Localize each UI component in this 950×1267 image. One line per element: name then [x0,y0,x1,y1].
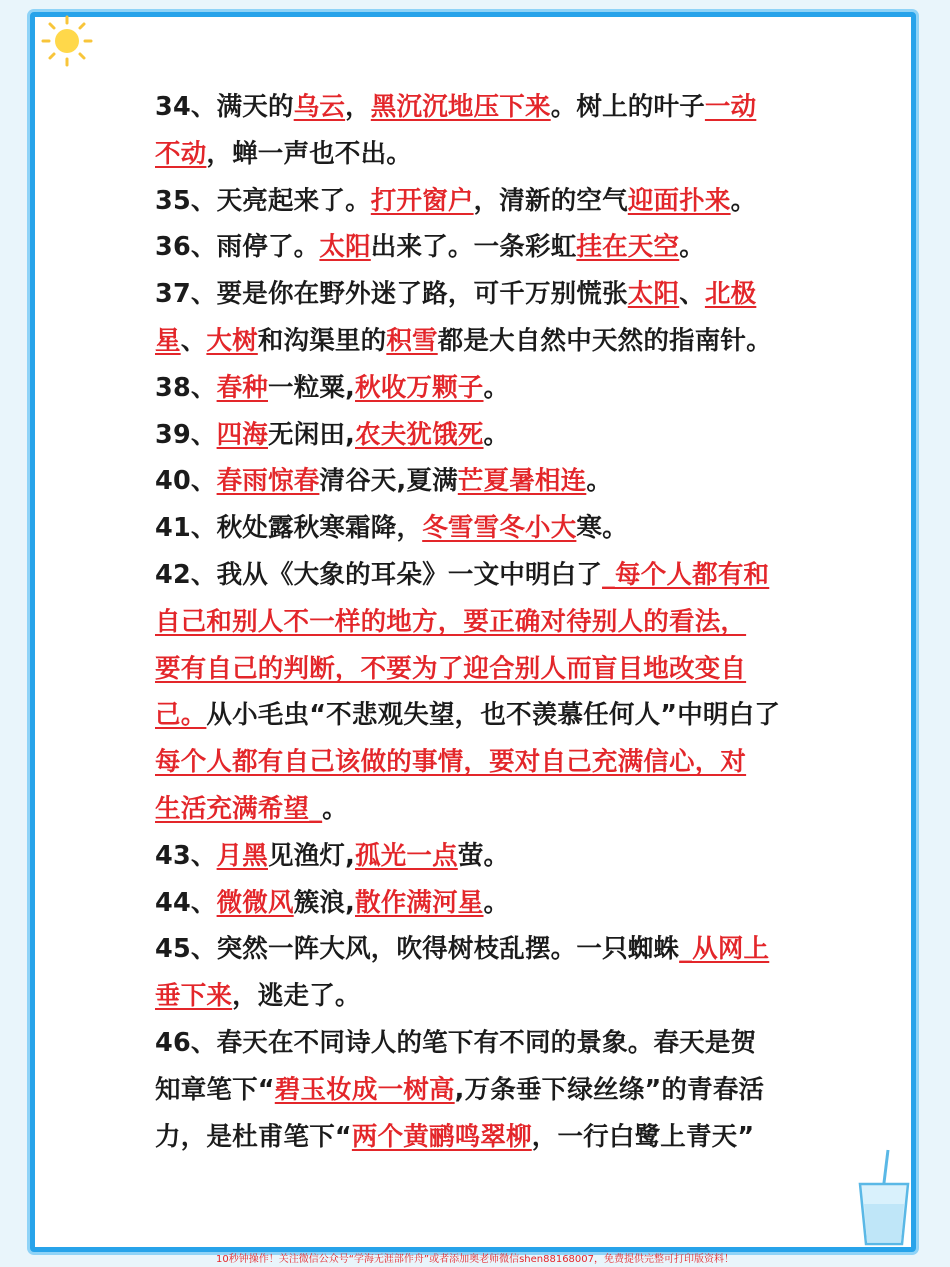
answer-text [155,84,800,1160]
plain-text: 37、要是你在野外迷了路，可千万别慌张 [155,279,628,310]
answer-highlight: 迎面扑来 [627,185,731,216]
plain-text: 从小毛虫“不悲观失望，也不羡慕任何人”中明白了 [206,700,781,731]
answer-highlight: 垂下来 [155,981,233,1012]
answer-highlight: 乌云 [293,92,346,122]
answer-highlight: 两个黄鹂鸣翠柳 [351,1121,532,1152]
plain-text: ，清新的空气 [473,185,628,216]
plain-text: 。 [322,793,348,824]
line-37b [155,318,800,365]
answer-highlight: 一动 [704,92,757,122]
plain-text: 36、雨停了。 [155,232,320,263]
line-39 [155,412,800,459]
plain-text: 42、我从《大象的耳朵》一文中明白了 [155,559,603,590]
line-45a [155,926,800,973]
plain-text: ， [345,92,371,122]
plain-text: ，蝉一声也不出。 [206,138,413,169]
line-34b [155,131,800,178]
plain-text: 无闲田, [268,419,355,450]
plain-text: 一粒粟, [268,372,355,403]
footer-note: 10秒钟操作！关注微信公众号“学海无涯部作舟”或者添加奥老师微信shen88168007，免费提供完整可打印版资料！ [215,1254,735,1265]
line-46c [155,1114,800,1161]
line-36 [155,224,800,271]
plain-text: 簇浪, [293,887,355,918]
plain-text: 、 [180,325,207,356]
plain-text: ,万条垂下绿丝绦”的青春活 [454,1074,765,1105]
plain-text: 都是大自然中天然的指南针。 [437,325,772,356]
line-43 [155,833,800,880]
plain-text: 43、 [155,840,217,871]
plain-text: 和沟渠里的 [257,325,387,356]
answer-highlight: 生活充满希望_ [155,793,323,824]
line-46b [155,1067,800,1114]
plain-text: 38、 [155,372,217,403]
plain-text: ，逃走了。 [232,981,361,1012]
plain-text: 46、春天在不同诗人的笔下有不同的景象。春天是贺 [155,1027,757,1058]
answer-highlight: _从网上 [679,934,770,965]
plain-text: 。树上的叶子 [550,92,705,122]
answer-highlight: 打开窗户 [370,185,474,216]
plain-text: 40、 [155,466,217,497]
drink-glass-icon [852,1140,916,1250]
line-42a [155,552,800,599]
plain-text: 。 [483,419,510,450]
plain-text: 力，是杜甫笔下“ [155,1121,352,1152]
line-34a [155,84,800,131]
sun-icon [40,14,94,68]
line-42f [155,786,800,833]
plain-text: 41、秋处露秋寒霜降， [155,513,423,544]
line-42d [155,692,800,739]
plain-text: 39、 [155,419,217,450]
line-44 [155,880,800,927]
answer-highlight: 太阳 [319,232,371,263]
answer-highlight: 芒夏暑相连 [457,466,587,497]
answer-highlight: _每个人都有和 [602,559,770,590]
line-40 [155,458,800,505]
answer-highlight: 农夫犹饿死 [355,419,484,450]
answer-highlight: 北极 [704,279,757,310]
line-42c [155,646,800,693]
plain-text: 。 [679,232,705,263]
plain-text: 清谷天,夏满 [319,466,458,497]
answer-highlight: 挂在天空 [576,232,680,263]
answer-highlight: 每个人都有自己该做的事情，要对自己充满信心，对 [155,747,747,778]
answer-highlight: 星 [155,325,181,356]
answer-highlight: 太阳 [627,279,680,310]
answer-highlight: 月黑 [216,840,268,871]
answer-highlight: 自己和别人不一样的地方，要正确对待别人的看法， [155,606,747,637]
line-45b [155,973,800,1020]
answer-highlight: 四海 [216,419,268,450]
plain-text: 45、突然一阵大风，吹得树枝乱摆。一只蜘蛛 [155,934,680,965]
answer-highlight: 不动 [155,138,207,169]
plain-text: 44、 [155,887,217,918]
line-41 [155,505,800,552]
answer-highlight: 己。 [155,700,207,731]
line-35 [155,178,800,225]
plain-text: 。 [483,887,510,918]
answer-highlight: 黑沉沉地压下来 [370,92,551,122]
plain-text: 35、天亮起来了。 [155,185,371,216]
answer-highlight: 冬雪雪冬小大 [422,513,577,544]
plain-text: 34、满天的 [155,92,294,122]
answer-highlight: 大树 [206,325,258,356]
line-46a [155,1020,800,1067]
plain-text: 知章笔下“ [155,1074,275,1105]
answer-highlight: 秋收万颗子 [355,372,484,403]
answer-highlight: 碧玉妆成一树高 [274,1074,455,1105]
answer-highlight: 积雪 [386,325,438,356]
plain-text: 萤。 [457,840,510,871]
plain-text: 、 [679,279,705,310]
answer-highlight: 要有自己的判断，不要为了迎合别人而盲目地改变自 [155,653,747,684]
plain-text: 。 [483,372,510,403]
plain-text: 见渔灯, [268,840,355,871]
line-42e [155,739,800,786]
plain-text: ，一行白鹭上青天” [531,1121,755,1152]
answer-highlight: 春雨惊春 [216,466,320,497]
line-42b [155,599,800,646]
line-38 [155,365,800,412]
answer-highlight: 散作满河星 [355,887,484,918]
plain-text: 出来了。一条彩虹 [370,232,577,263]
plain-text: 。 [730,185,757,216]
answer-highlight: 微微风 [216,887,294,918]
plain-text: 。 [586,466,613,497]
answer-highlight: 春种 [216,372,268,403]
plain-text: 寒。 [576,513,628,544]
answer-highlight: 孤光一点 [355,840,458,871]
line-37a [155,271,800,318]
